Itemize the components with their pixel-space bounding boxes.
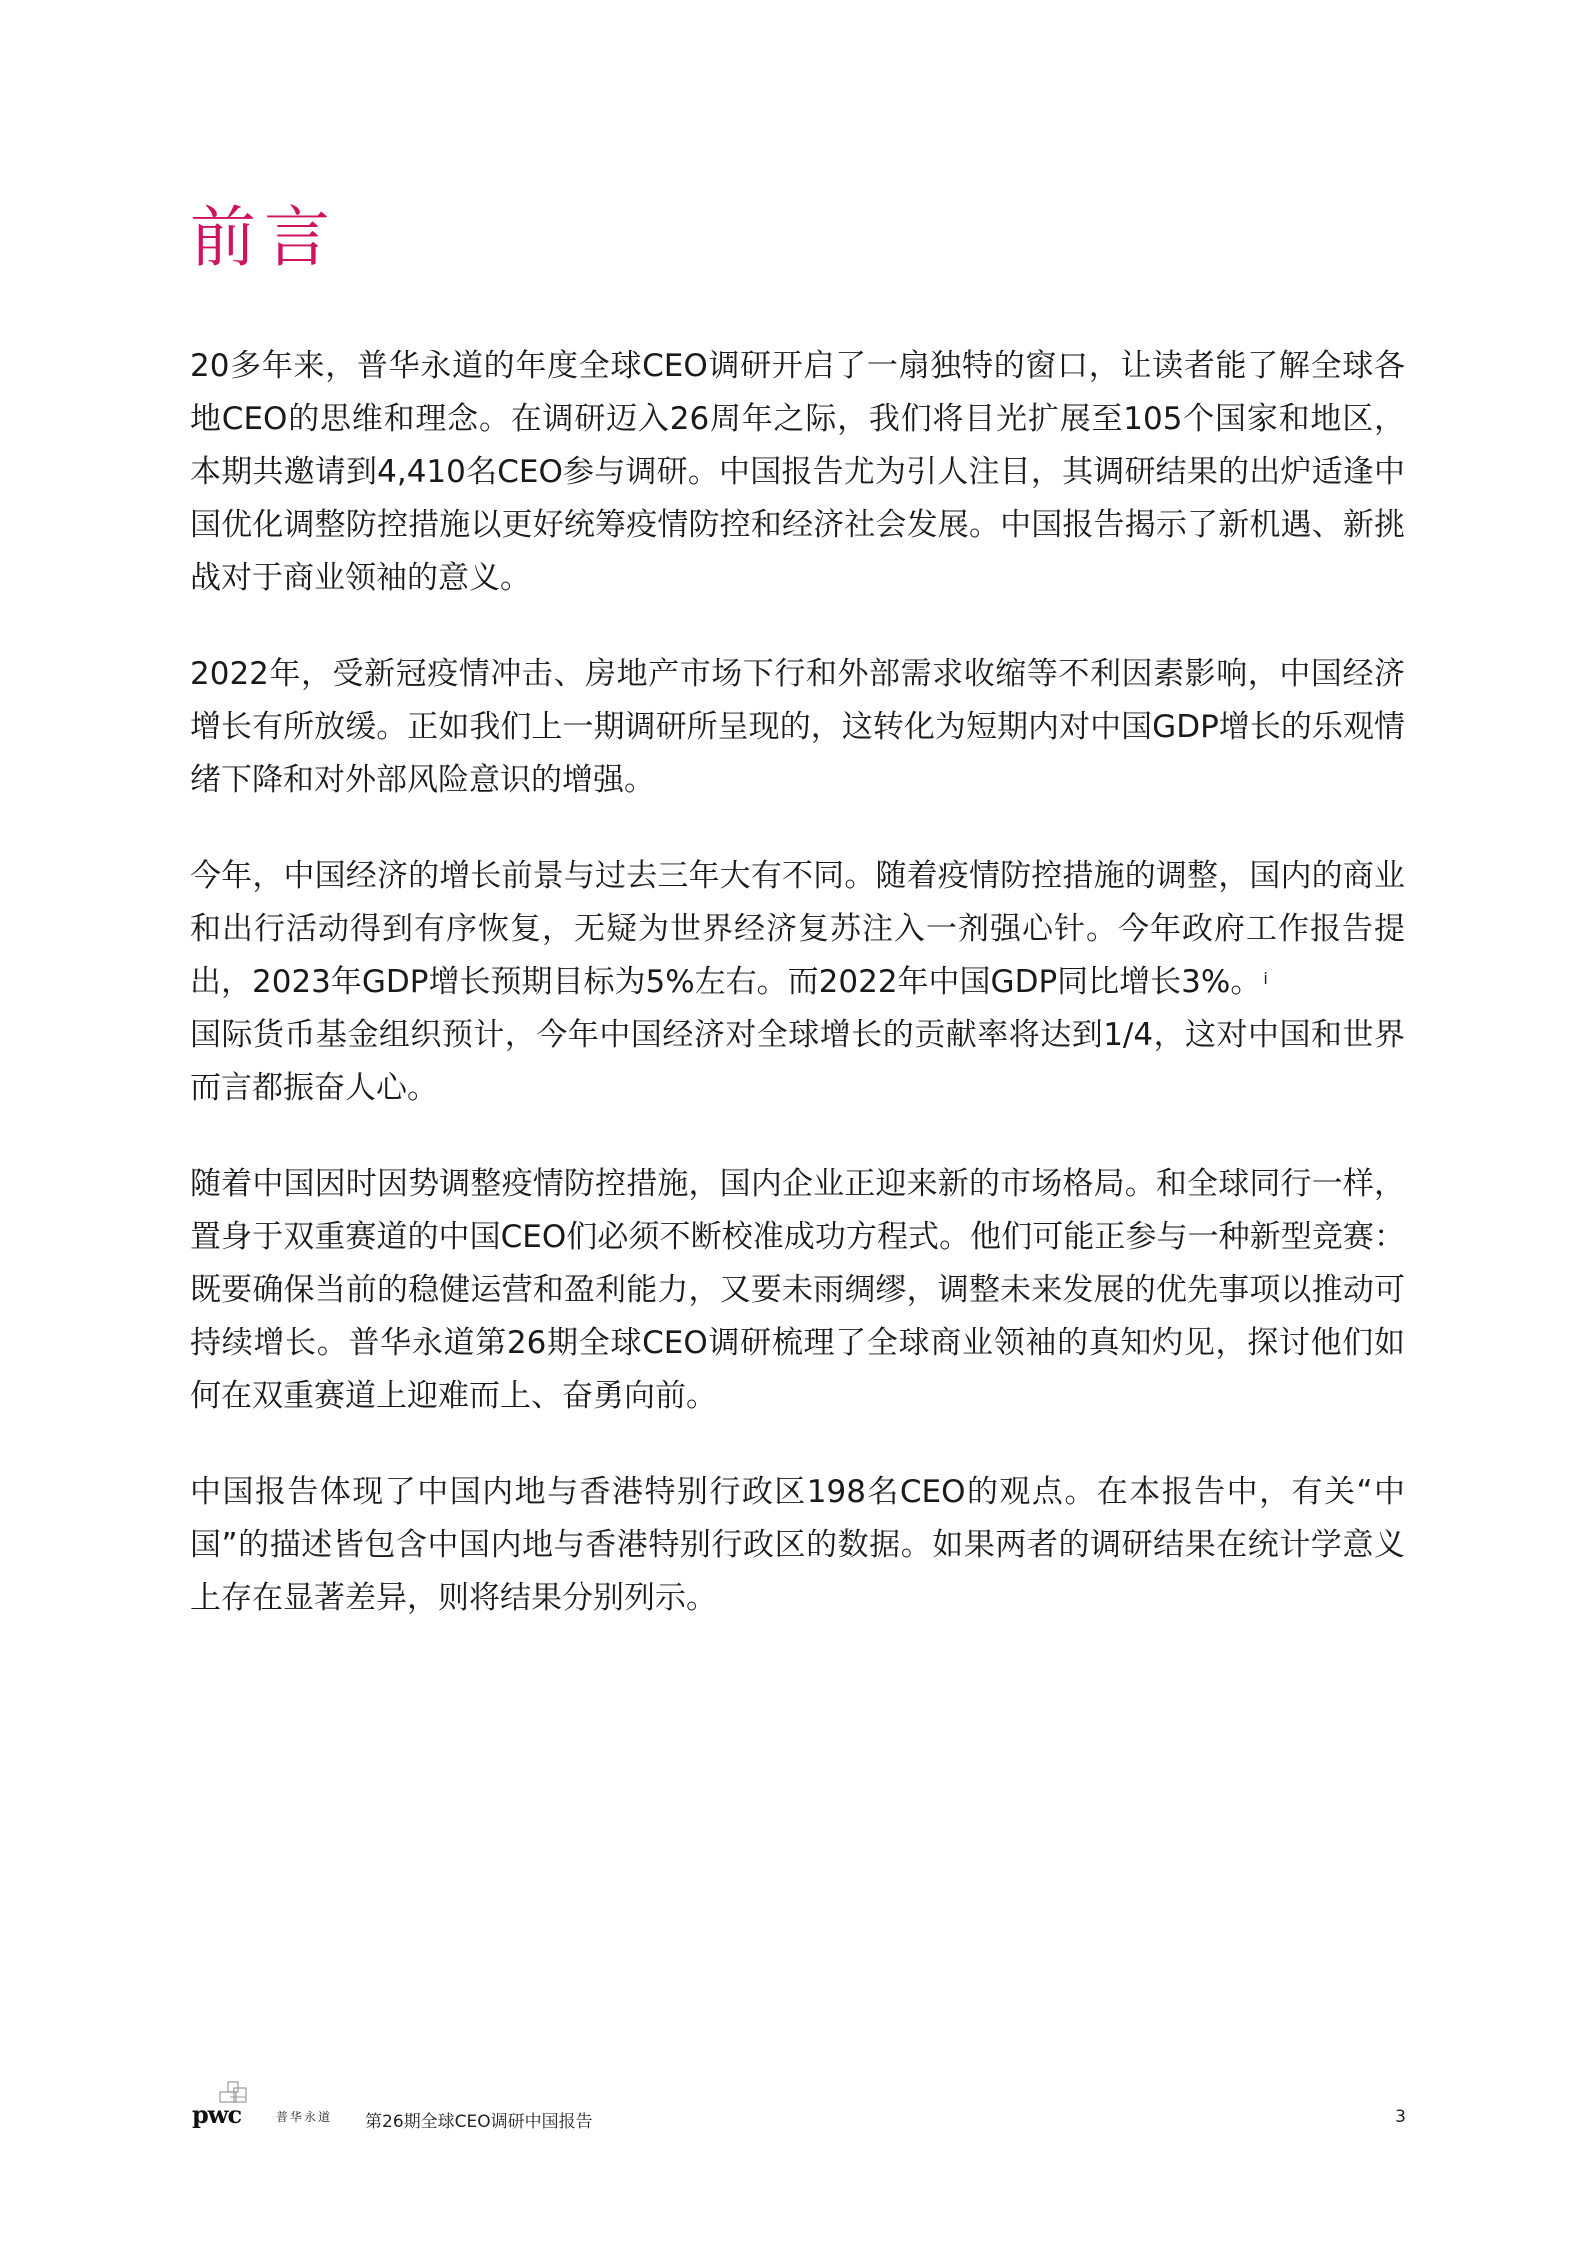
footer bbox=[190, 2080, 1406, 2130]
pwc-logo-text: pwc bbox=[192, 2100, 242, 2129]
paragraph-2022: 2022年，受新冠疫情冲击、房地产市场下行和外部需求收缩等不利因素影响，中国经济增长有所放缓。正如我们上一期调研所呈现的，这转化为短期内对中国GDP增长的乐观情绪下降和对外部风险意识的增强。 bbox=[190, 656, 1405, 798]
paragraph-dual-track: 随着中国因时因势调整疫情防控措施，国内企业正迎来新的市场格局。和全球同行一样，置身于双重赛道的中国CEO们必须不断校准成功方程式。他们可能正参与一种新型竞赛：既要确保当前的稳健运营和盈利能力，又要未雨绸缪，调整未来发展的优先事项以推动可持续增长。普华永道第26期全球CEO调研梳理了全球商业领袖的真知灼见，探讨他们如何在双重赛道上迎难而上、奋勇向前。 bbox=[190, 1166, 1405, 1414]
paragraph-outlook-text: 今年，中国经济的增长前景与过去三年大有不同。随着疫情防控措施的调整，国内的商业和出行活动得到有序恢复，无疑为世界经济复苏注入一剂强心针。今年政府工作报告提出，2023年GDP增长预期目标为5%左右。而2022年中国GDP同比增长3%。 bbox=[190, 858, 1405, 1000]
body-text bbox=[190, 340, 1405, 1668]
page-number: 3 bbox=[1395, 2107, 1406, 2127]
page-title: 前言 bbox=[190, 199, 338, 276]
paragraph-scope: 中国报告体现了中国内地与香港特别行政区198名CEO的观点。在本报告中，有关“中国”的描述皆包含中国内地与香港特别行政区的数据。如果两者的调研结果在统计学意义上存在显著差异，则将结果分别列示。 bbox=[190, 1474, 1405, 1616]
paragraph-outlook bbox=[190, 850, 1405, 1115]
pwc-logo-cn: 普华永道 bbox=[276, 2110, 333, 2124]
paragraph-outlook-imf: 国际货币基金组织预计，今年中国经济对全球增长的贡献率将达到1/4，这对中国和世界而言都振奋人心。 bbox=[190, 1017, 1405, 1106]
paragraph-intro: 20多年来，普华永道的年度全球CEO调研开启了一扇独特的窗口，让读者能了解全球各地CEO的思维和理念。在调研迈入26周年之际，我们将目光扩展至105个国家和地区，本期共邀请到4,410名CEO参与调研。中国报告尤为引人注目，其调研结果的出炉适逢中国优化调整防控措施以更好统筹疫情防控和经济社会发展。中国报告揭示了新机遇、新挑战对于商业领袖的意义。 bbox=[190, 348, 1405, 596]
report-title: 第26期全球CEO调研中国报告 bbox=[365, 2112, 593, 2132]
pwc-logo bbox=[190, 2080, 333, 2130]
footnote-marker[interactable]: i bbox=[1263, 969, 1268, 988]
